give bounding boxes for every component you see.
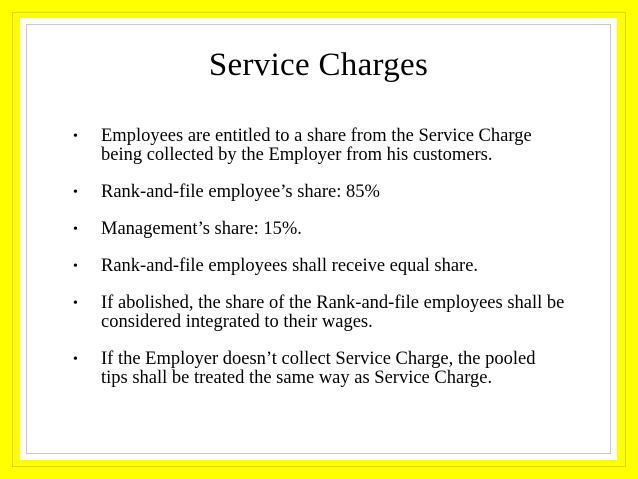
bullet-item <box>73 350 561 388</box>
bullet-item <box>73 220 573 239</box>
slide-border <box>26 24 611 454</box>
bullet-icon: • <box>73 352 78 367</box>
bullet-text: Rank-and-file employees shall receive equal share. <box>101 256 479 276</box>
bullet-icon: • <box>73 296 78 311</box>
bullet-text: If the Employer doesn’t collect Service Charge, the pooled tips shall be treated the same way as Service Charge. <box>101 349 536 388</box>
bullet-text: Employees are entitled to a share from the Service Charge being collected by the Employer from his customers. <box>101 126 532 165</box>
bullet-text: If abolished, the share of the Rank-and-file employees shall be considered integrated to their wages. <box>101 293 565 332</box>
bullet-icon: • <box>73 129 78 144</box>
bullet-list <box>73 127 573 406</box>
bullet-icon: • <box>73 259 78 274</box>
bullet-item <box>73 294 573 332</box>
bullet-item <box>73 257 573 276</box>
bullet-icon: • <box>73 185 78 200</box>
bullet-icon: • <box>73 222 78 237</box>
bullet-item <box>73 183 573 202</box>
bullet-item <box>73 127 556 165</box>
bullet-text: Management’s share: 15%. <box>101 219 302 239</box>
bullet-text: Rank-and-file employee’s share: 85% <box>101 182 380 202</box>
slide <box>20 18 617 460</box>
slide-title: Service Charges <box>208 47 429 83</box>
